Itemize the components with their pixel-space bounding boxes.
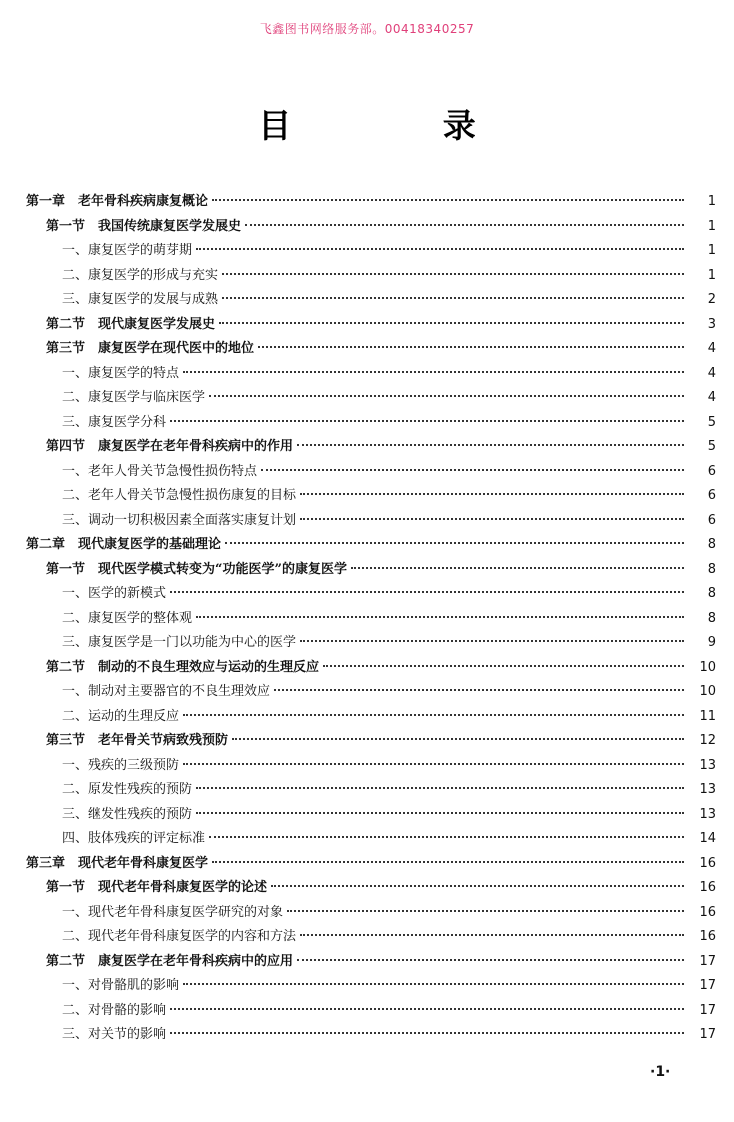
leader-dots — [183, 714, 684, 716]
leader-dots — [274, 689, 684, 691]
toc-entry[interactable] — [26, 386, 716, 411]
leader-dots — [212, 199, 684, 201]
toc-entry-title: 一、康复医学的特点 — [62, 365, 180, 381]
leader-dots — [245, 224, 684, 226]
toc-entry-page: 4 — [707, 365, 716, 381]
toc-entry-title: 二、对骨骼的影响 — [62, 1002, 167, 1018]
toc-entry[interactable] — [26, 778, 716, 803]
leader-dots — [323, 665, 684, 667]
toc-entry-page: 1 — [707, 267, 716, 283]
toc-entry[interactable] — [26, 729, 716, 754]
toc-entry[interactable] — [26, 288, 716, 313]
toc-entry-page: 6 — [707, 512, 716, 528]
toc-entry-title: 三、康复医学是一门以功能为中心的医学 — [62, 635, 297, 650]
toc-entry-title: 第二节 制动的不良生理效应与运动的生理反应 — [46, 659, 320, 675]
toc-entry[interactable] — [26, 484, 716, 509]
toc-entry-title: 二、康复医学的整体观 — [62, 610, 193, 626]
leader-dots — [225, 542, 684, 544]
leader-dots — [183, 763, 684, 765]
toc-entry-page: 17 — [699, 1027, 716, 1042]
leader-dots — [196, 787, 684, 789]
toc-entry-title: 三、继发性残疾的预防 — [62, 806, 193, 822]
toc-entry-page: 4 — [707, 390, 716, 405]
leader-dots — [222, 297, 684, 299]
toc-entry-title: 一、现代老年骨科康复医学研究的对象 — [62, 904, 284, 920]
toc-entry-title: 第三节 康复医学在现代医中的地位 — [46, 341, 255, 356]
toc-entry-page: 8 — [707, 561, 716, 577]
toc-entry-title: 三、康复医学分科 — [62, 414, 167, 430]
toc-entry-title: 一、对骨骼肌的影响 — [62, 978, 180, 993]
leader-dots — [183, 983, 684, 985]
toc-entry-page: 1 — [707, 218, 716, 234]
toc-entry-page: 17 — [699, 1002, 716, 1018]
toc-entry[interactable] — [26, 337, 716, 362]
toc-entry-page: 10 — [699, 684, 716, 699]
leader-dots — [209, 836, 684, 838]
leader-dots — [271, 885, 684, 887]
toc-entry-page: 13 — [699, 806, 716, 822]
toc-entry-title: 二、老年人骨关节急慢性损伤康复的目标 — [62, 488, 297, 503]
toc-entry-title: 一、医学的新模式 — [62, 586, 167, 601]
leader-dots — [261, 469, 684, 471]
toc-entry-title: 第四节 康复医学在老年骨科疾病中的作用 — [46, 439, 294, 454]
toc-entry-title: 二、康复医学与临床医学 — [62, 390, 206, 405]
toc-entry-title: 第一节 现代老年骨科康复医学的论述 — [46, 880, 268, 895]
leader-dots — [183, 371, 684, 373]
toc-entry[interactable] — [26, 754, 716, 779]
leader-dots — [212, 861, 684, 863]
toc-entry[interactable] — [26, 435, 716, 460]
page-title: 目 录 — [258, 106, 546, 145]
toc-entry-page: 16 — [699, 855, 716, 871]
leader-dots — [351, 567, 684, 569]
toc-entry[interactable] — [26, 876, 716, 901]
table-of-contents — [26, 190, 716, 1048]
toc-entry-title: 三、康复医学的发展与成熟 — [62, 292, 219, 307]
toc-entry-title: 二、运动的生理反应 — [62, 708, 180, 724]
toc-entry[interactable] — [26, 533, 716, 558]
toc-entry[interactable] — [26, 901, 716, 926]
leader-dots — [222, 273, 684, 275]
toc-entry-page: 6 — [707, 488, 716, 503]
toc-entry-title: 第一节 现代医学模式转变为“功能医学”的康复医学 — [46, 561, 347, 577]
toc-entry-page: 16 — [699, 880, 716, 895]
toc-entry[interactable] — [26, 1023, 716, 1048]
leader-dots — [297, 444, 684, 446]
toc-entry-page: 17 — [699, 953, 716, 969]
toc-entry-title: 二、原发性残疾的预防 — [62, 782, 193, 797]
toc-entry-title: 第三章 现代老年骨科康复医学 — [26, 855, 209, 871]
toc-entry-title: 四、肢体残疾的评定标准 — [62, 831, 206, 846]
toc-entry-page: 4 — [707, 341, 716, 356]
toc-entry-page: 13 — [699, 757, 716, 773]
toc-entry-title: 二、康复医学的形成与充实 — [62, 267, 219, 283]
toc-entry[interactable] — [26, 607, 716, 632]
toc-entry-page: 12 — [699, 733, 716, 748]
page-number: ·1· — [650, 1064, 671, 1080]
toc-entry[interactable] — [26, 656, 716, 681]
toc-entry-title: 三、调动一切积极因素全面落实康复计划 — [62, 512, 297, 528]
leader-dots — [219, 322, 684, 324]
toc-entry[interactable] — [26, 558, 716, 583]
toc-entry-page: 3 — [707, 316, 716, 332]
leader-dots — [196, 812, 684, 814]
toc-entry-title: 三、对关节的影响 — [62, 1027, 167, 1042]
toc-entry-page: 8 — [707, 610, 716, 626]
leader-dots — [258, 346, 684, 348]
toc-entry-title: 第二章 现代康复医学的基础理论 — [26, 537, 222, 552]
toc-entry[interactable] — [26, 705, 716, 730]
leader-dots — [300, 640, 684, 642]
toc-entry[interactable] — [26, 362, 716, 387]
toc-entry-title: 第二节 康复医学在老年骨科疾病中的应用 — [46, 953, 294, 969]
toc-entry-page: 16 — [699, 904, 716, 920]
toc-entry[interactable] — [26, 852, 716, 877]
toc-entry-page: 10 — [699, 659, 716, 675]
leader-dots — [232, 738, 684, 740]
leader-dots — [300, 518, 684, 520]
toc-entry[interactable] — [26, 239, 716, 264]
leader-dots — [170, 591, 684, 593]
leader-dots — [170, 1032, 684, 1034]
toc-entry-title: 第一节 我国传统康复医学发展史 — [46, 218, 242, 234]
toc-entry-title: 第一章 老年骨科疾病康复概论 — [26, 194, 209, 209]
toc-entry[interactable] — [26, 460, 716, 485]
toc-entry[interactable] — [26, 999, 716, 1024]
toc-entry[interactable] — [26, 215, 716, 240]
toc-entry[interactable] — [26, 974, 716, 999]
toc-entry-page: 16 — [699, 929, 716, 944]
leader-dots — [300, 493, 684, 495]
toc-entry[interactable] — [26, 925, 716, 950]
leader-dots — [300, 934, 684, 936]
toc-entry[interactable] — [26, 803, 716, 828]
toc-entry-title: 第二节 现代康复医学发展史 — [46, 316, 216, 332]
toc-entry[interactable] — [26, 509, 716, 534]
toc-entry-page: 5 — [707, 414, 716, 430]
toc-entry[interactable] — [26, 582, 716, 607]
toc-entry-page: 8 — [707, 586, 716, 601]
watermark-header: 飞鑫图书网络服务部。00418340257 — [259, 22, 475, 36]
leader-dots — [196, 248, 684, 250]
leader-dots — [196, 616, 684, 618]
leader-dots — [297, 959, 684, 961]
toc-entry[interactable] — [26, 313, 716, 338]
toc-entry[interactable] — [26, 827, 716, 852]
leader-dots — [170, 420, 684, 422]
leader-dots — [209, 395, 684, 397]
leader-dots — [170, 1008, 684, 1010]
toc-entry-title: 一、残疾的三级预防 — [62, 757, 180, 773]
toc-entry-title: 一、老年人骨关节急慢性损伤特点 — [62, 463, 258, 479]
toc-entry-page: 8 — [707, 537, 716, 552]
toc-entry-page: 9 — [707, 635, 716, 650]
toc-entry-page: 13 — [699, 782, 716, 797]
toc-entry[interactable] — [26, 950, 716, 975]
toc-entry-page: 2 — [707, 292, 716, 307]
toc-entry-title: 一、康复医学的萌芽期 — [62, 243, 193, 258]
toc-entry-page: 17 — [699, 978, 716, 993]
toc-entry[interactable] — [26, 411, 716, 436]
toc-entry-title: 二、现代老年骨科康复医学的内容和方法 — [62, 929, 297, 944]
toc-entry[interactable] — [26, 680, 716, 705]
toc-entry-page: 6 — [707, 463, 716, 479]
toc-entry[interactable] — [26, 631, 716, 656]
toc-entry[interactable] — [26, 264, 716, 289]
toc-entry-title: 第三节 老年骨关节病致残预防 — [46, 733, 229, 748]
toc-entry-page: 14 — [699, 831, 716, 846]
toc-entry-page: 11 — [699, 708, 716, 724]
toc-entry-page: 1 — [707, 243, 716, 258]
toc-entry-page: 1 — [707, 194, 716, 209]
toc-entry[interactable] — [26, 190, 716, 215]
leader-dots — [287, 910, 684, 912]
toc-entry-title: 一、制动对主要器官的不良生理效应 — [62, 684, 271, 699]
toc-entry-page: 5 — [707, 439, 716, 454]
